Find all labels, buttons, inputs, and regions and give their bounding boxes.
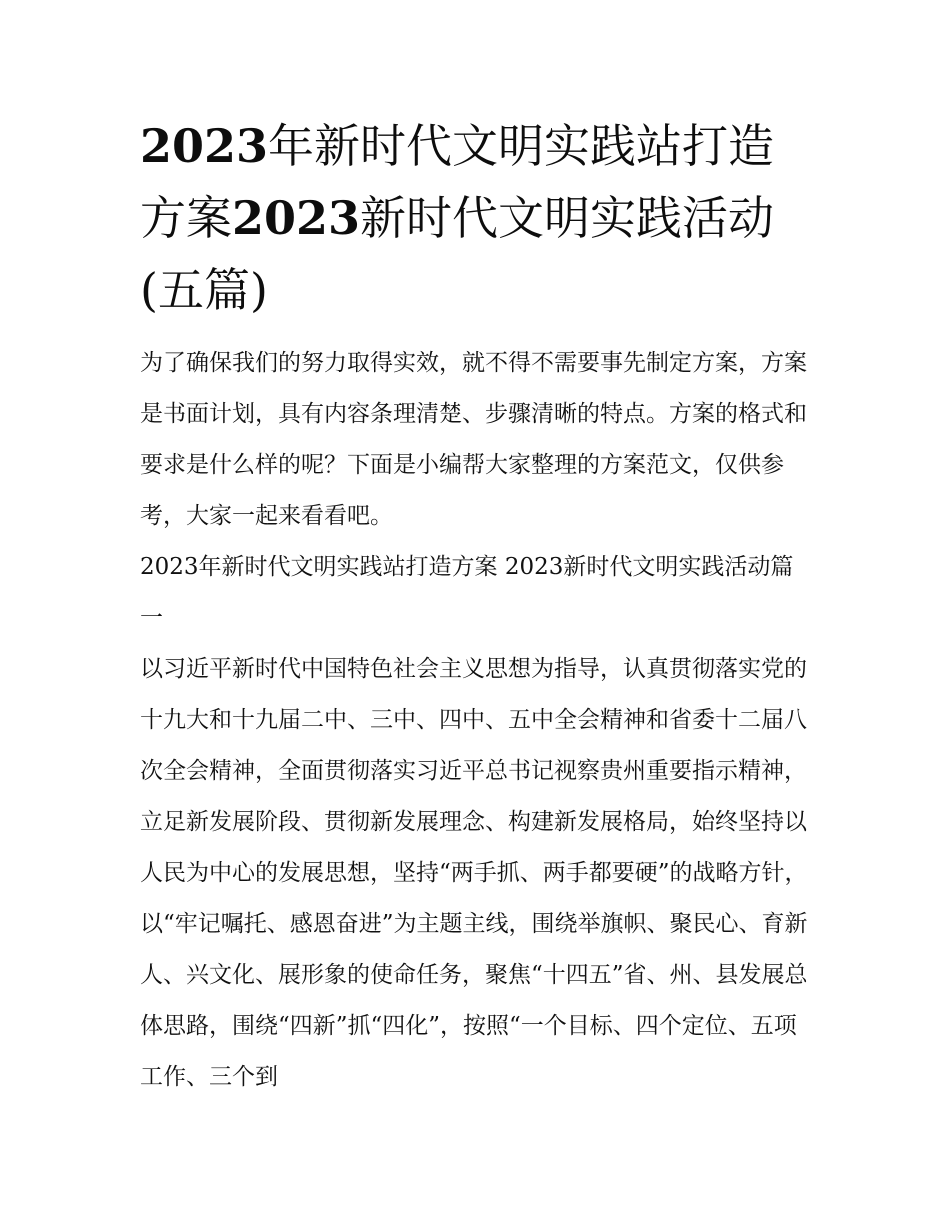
document-content	[140, 110, 812, 1103]
body-paragraph: 以习近平新时代中国特色社会主义思想为指导，认真贯彻落实党的十九大和十九届二中、三中、四中、五中全会精神和省委十二届八次全会精神，全面贯彻落实习近平总书记视察贵州重要指示精神，立足新发展阶段、贯彻新发展理念、构建新发展格局，始终坚持以人民为中心的发展思想，坚持“两手抓、两手都要硬”的战略方针，以“牢记嘱托、感恩奋进”为主题主线，围绕举旗帜、聚民心、育新人、兴文化、展形象的使命任务，聚焦“十四五”省、州、县发展总体思路，围绕“四新”抓“四化”，按照“一个目标、四个定位、五项工作、三个到	[140, 656, 808, 1090]
title-text-2: 新时代文明实践活动(五篇)	[140, 191, 775, 317]
section-heading: 2023年新时代文明实践站打造方案 2023新时代文明实践活动篇一	[140, 554, 794, 631]
document-title	[140, 110, 812, 326]
title-year-2: 2023	[232, 191, 361, 245]
intro-paragraph: 为了确保我们的努力取得实效，就不得不需要事先制定方案，方案是书面计划，具有内容条理清楚、步骤清晰的特点。方案的格式和要求是什么样的呢？下面是小编帮大家整理的方案范文，仅供参考，大家一起来看看吧。	[140, 350, 807, 529]
title-text-1: 年新时代文明实践站打造方案	[140, 119, 775, 245]
title-year-1: 2023	[140, 119, 269, 173]
